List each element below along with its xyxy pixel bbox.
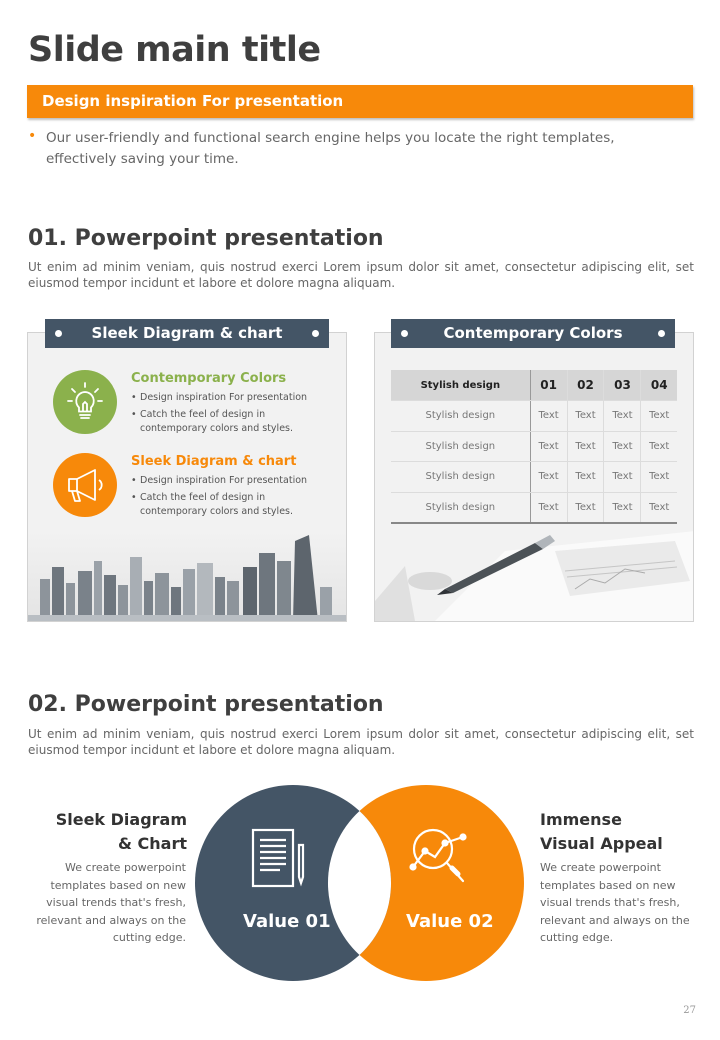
feature-title-colors: Contemporary Colors — [131, 371, 287, 386]
banner-text: Design inspiration For presentation — [42, 92, 344, 110]
feature-line: • Design inspiration For presentation — [131, 475, 308, 486]
table-cell: Text — [641, 462, 677, 493]
table-header-row — [391, 370, 677, 401]
table-header-cell: 01 — [530, 370, 567, 401]
feature-line-text: Design inspiration For presentation — [140, 475, 308, 486]
right-side-title-line: Visual Appeal — [540, 834, 663, 853]
left-panel-header — [45, 319, 329, 348]
megaphone-icon — [53, 453, 117, 517]
table-cell: Text — [604, 492, 641, 523]
table-cell: Text — [641, 431, 677, 462]
table-cell: Text — [641, 401, 677, 432]
feature-title-diagram: Sleek Diagram & chart — [131, 454, 297, 469]
right-side-text: We create powerpoint templates based on new visual trends that's fresh, relevant and always on the cutting edge. — [540, 861, 690, 944]
feature-line: • Design inspiration For presentation — [131, 392, 308, 403]
table-header-cell: Stylish design — [391, 370, 530, 401]
table-cell: Text — [567, 462, 604, 493]
table-cell: Stylish design — [391, 462, 530, 493]
table-cell: Stylish design — [391, 401, 530, 432]
table-row — [391, 401, 677, 432]
table-cell: Text — [530, 431, 567, 462]
table-cell: Text — [530, 401, 567, 432]
section1-body: Ut enim ad minim veniam, quis nostrud exerci Lorem ipsum dolor sit amet, consectetur adipiscing elit, set eiusmod tempor incidunt et labore et dolore magna aliquam. — [28, 260, 694, 290]
table-cell: Text — [567, 401, 604, 432]
table-cell: Text — [641, 492, 677, 523]
table-cell: Text — [604, 431, 641, 462]
table-cell: Text — [604, 462, 641, 493]
value-01-label: Value 01 — [243, 911, 331, 932]
table-header-cell: 04 — [641, 370, 677, 401]
feature-line-text: Catch the feel of design in contemporary colors and styles. — [140, 409, 294, 434]
header-dot-icon — [401, 330, 408, 337]
table-cell: Text — [604, 401, 641, 432]
intro-text: Our user-friendly and functional search engine helps you locate the right templates, effectively saving your time. — [46, 130, 615, 167]
bullet-marker: • — [28, 128, 37, 144]
table-header-cell: 02 — [567, 370, 604, 401]
city-skyline-image — [28, 531, 347, 621]
right-side-title-line: Immense — [540, 810, 622, 829]
right-panel — [374, 332, 694, 622]
subtitle-banner — [27, 85, 693, 118]
table-cell: Text — [530, 492, 567, 523]
table-cell: Stylish design — [391, 431, 530, 462]
table-row — [391, 431, 677, 462]
venn-diagram — [195, 785, 525, 981]
page-number: 27 — [683, 1005, 696, 1016]
table-row — [391, 462, 677, 493]
table-cell: Text — [567, 492, 604, 523]
left-side-title-line: Sleek Diagram — [55, 810, 187, 829]
left-side-title-line: & Chart — [118, 834, 187, 853]
value-02-label: Value 02 — [406, 911, 494, 932]
header-dot-icon — [312, 330, 319, 337]
table-cell: Stylish design — [391, 492, 530, 523]
left-side-text: We create powerpoint templates based on new visual trends that's fresh, relevant and always on the cutting edge. — [36, 861, 186, 944]
section2-heading: 02. Powerpoint presentation — [28, 692, 384, 717]
section2-body: Ut enim ad minim veniam, quis nostrud exerci Lorem ipsum dolor sit amet, consectetur adipiscing elit, set eiusmod tempor incidunt et labore et dolore magna aliquam. — [28, 727, 694, 757]
feature-line-text: Design inspiration For presentation — [140, 392, 308, 403]
header-dot-icon — [658, 330, 665, 337]
right-panel-header — [391, 319, 675, 348]
table-cell: Text — [567, 431, 604, 462]
slide-title: Slide main title — [28, 30, 321, 70]
data-table — [391, 370, 677, 524]
lightbulb-icon — [53, 370, 117, 434]
table-header-cell: 03 — [604, 370, 641, 401]
table-cell: Text — [530, 462, 567, 493]
left-panel-header-text: Sleek Diagram & chart — [91, 324, 283, 342]
header-dot-icon — [55, 330, 62, 337]
table-row — [391, 492, 677, 523]
pen-and-chart-image — [375, 511, 694, 621]
left-side-title — [40, 808, 187, 856]
section1-heading: 01. Powerpoint presentation — [28, 226, 384, 251]
left-panel — [27, 332, 347, 622]
right-side-title — [540, 808, 700, 856]
feature-line-text: Catch the feel of design in contemporary colors and styles. — [140, 492, 294, 517]
right-panel-header-text: Contemporary Colors — [443, 324, 623, 342]
feature-line: • Catch the feel of design in contemporary colors and styles. — [131, 409, 294, 434]
feature-line: • Catch the feel of design in contemporary colors and styles. — [131, 492, 294, 517]
